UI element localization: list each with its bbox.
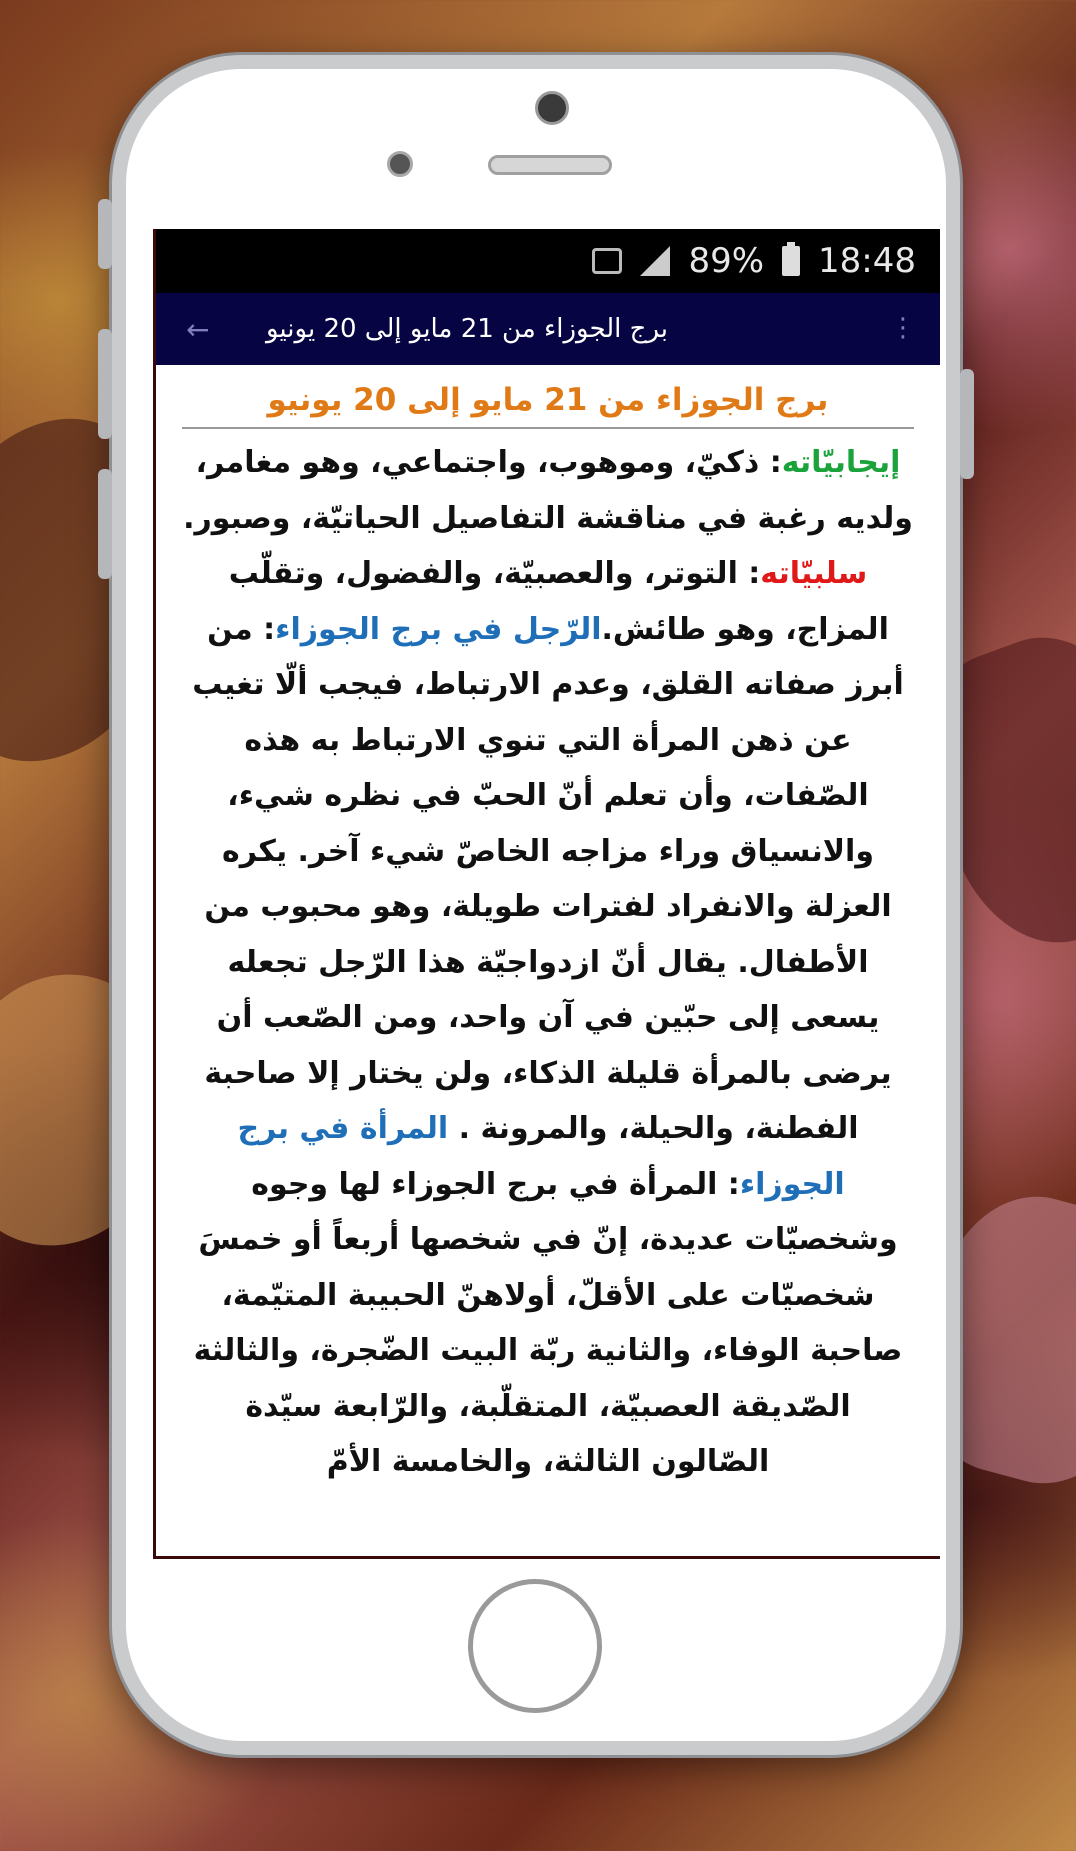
- article-body: [182, 435, 914, 1490]
- app-bar-title: برج الجوزاء من 21 مايو إلى 20 يونيو: [266, 314, 669, 344]
- silent-switch: [98, 199, 112, 269]
- overflow-menu-icon[interactable]: ⋮: [890, 313, 916, 343]
- positives-label: إيجابيّاته: [781, 445, 901, 480]
- home-button[interactable]: [468, 1579, 602, 1713]
- phone-frame: [112, 55, 960, 1755]
- cast-icon: [592, 248, 622, 274]
- woman-label: المرأة في برج الجوزاء: [237, 1111, 845, 1202]
- volume-down-button[interactable]: [98, 469, 112, 579]
- negatives-text: : التوتر، والعصبيّة، والفضول، وتقلّب المزاج، وهو طائش.: [228, 556, 889, 647]
- man-text: : من أبرز صفاته القلق، وعدم الارتباط، فيجب ألّا تغيب عن ذهن المرأة التي تنوي الارتباط به هذه الصّفات، وأن تعلم أنّ الحبّ في نظره شيء، والانسياق وراء مزاجه الخاصّ شيء آخر. يكره العزلة والانفراد لفترات طويلة، وهو محبوب من الأطفال. يقال أنّ ازدواجيّة هذا الرّجل تجعله يسعى إلى حبّين في آن واحد، ومن الصّعب أن يرضى بالمرأة قليلة الذكاء، ولن يختار إلا صاحبة الفطنة، والحيلة، والمرونة .: [192, 611, 904, 1146]
- battery-percent: 89%: [688, 241, 765, 281]
- proximity-sensor: [387, 151, 413, 177]
- power-button[interactable]: [960, 369, 974, 479]
- earpiece-speaker: [488, 155, 612, 175]
- app-bar: [156, 293, 940, 365]
- phone-screen: [153, 229, 940, 1559]
- negatives-label: سلبيّاته: [760, 556, 868, 591]
- back-arrow-icon[interactable]: ←: [186, 312, 210, 346]
- article-content: [156, 365, 940, 1490]
- status-bar: [156, 229, 940, 293]
- battery-icon: [782, 246, 800, 276]
- article-title: برج الجوزاء من 21 مايو إلى 20 يونيو: [182, 377, 914, 429]
- volume-up-button[interactable]: [98, 329, 112, 439]
- woman-text: : المرأة في برج الجوزاء لها وجوه وشخصيّات عديدة، إنّ في شخصها أربعاً أو خمسَ شخصيّات على الأقلّ، أولاهنّ الحبيبة المتيّمة، صاحبة الوفاء، والثانية ربّة البيت الضّجرة، والثالثة الصّديقة العصبيّة، المتقلّبة، والرّابعة سيّدة الصّالون الثالثة، والخامسة الأمّ: [193, 1166, 903, 1479]
- positives-text: : ذكيّ، وموهوب، واجتماعي، وهو مغامر، ولديه رغبة في مناقشة التفاصيل الحياتيّة، وصبور.: [183, 445, 913, 536]
- front-camera: [535, 91, 569, 125]
- man-label: الرّجل في برج الجوزاء: [275, 611, 602, 647]
- signal-icon: [640, 246, 670, 276]
- clock: 18:48: [818, 241, 916, 281]
